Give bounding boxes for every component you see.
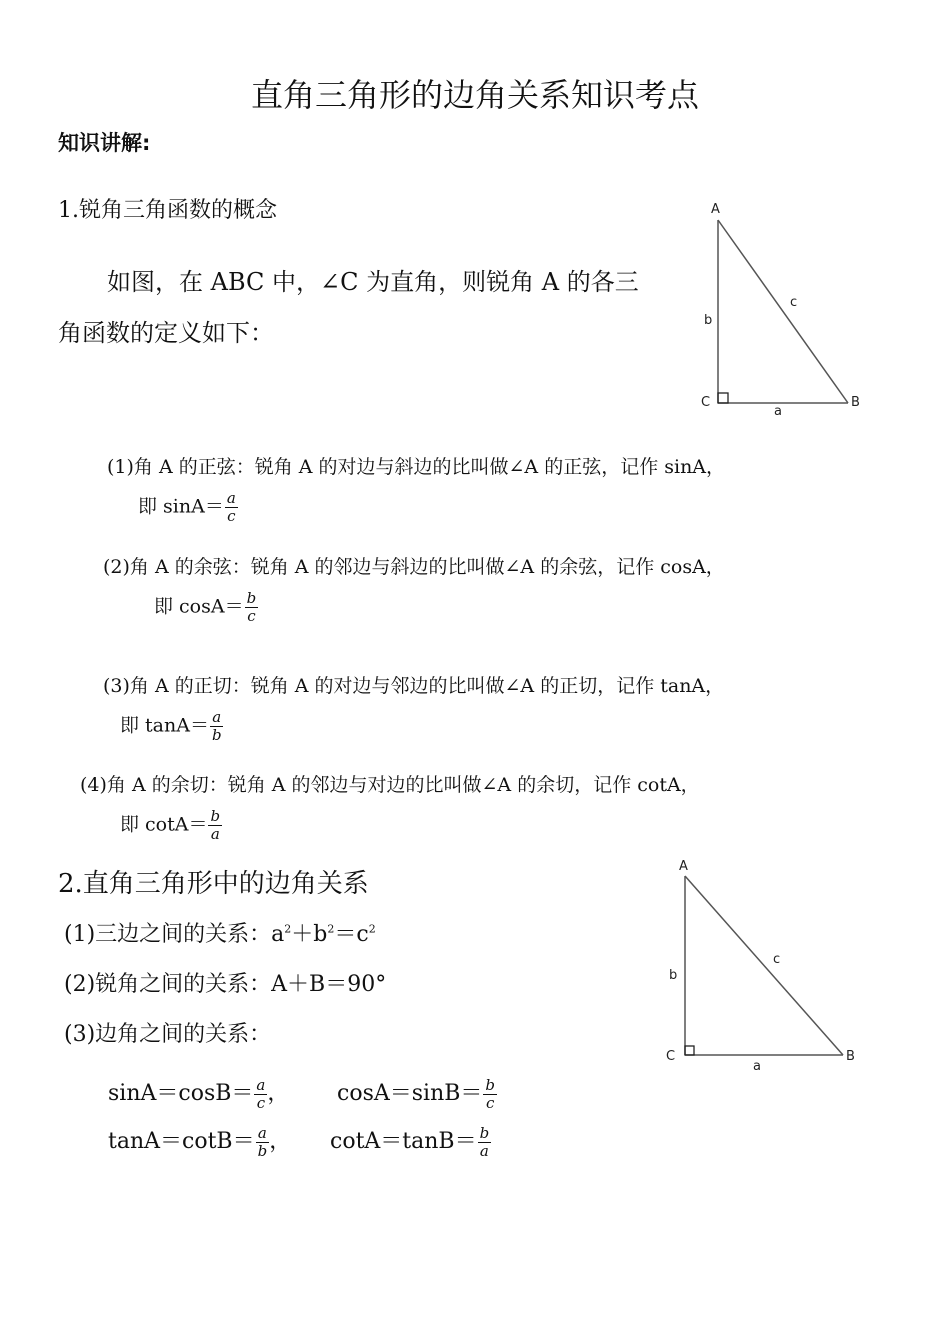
side-label-c: c — [790, 295, 798, 310]
side-label-c: c — [773, 952, 781, 967]
side-label-a: a — [753, 1059, 761, 1074]
intro-line-1: 如图，在 ABC 中，∠C 为直角，则锐角 A 的各三 — [107, 268, 639, 296]
triangle-side-c — [685, 876, 843, 1055]
formula-cotangent: 即 cotA＝ $\frac{b}{a}$ — [120, 807, 221, 843]
relation-sides: (1)三边之间的关系：$a^2+b^2=c^2$ — [64, 922, 376, 947]
section-label: 知识讲解: — [58, 131, 151, 155]
side-label-a: a — [774, 404, 782, 419]
formula-cos-sin: cosA＝sinB＝ $\frac{b}{c}$ — [337, 1075, 496, 1112]
formula-sine: 即 sinA＝ $\frac{a}{c}$ — [138, 489, 236, 525]
right-angle-mark — [685, 1046, 694, 1055]
formula-tangent: 即 tanA＝ $\frac{a}{b}$ — [120, 708, 222, 744]
side-label-b: b — [669, 968, 678, 983]
right-angle-mark — [718, 393, 728, 403]
formula-tan-cot: tanA＝cotB＝ $\frac{a}{b}$ ， — [108, 1123, 292, 1160]
formula-cot-tan: cotA＝tanB＝ $\frac{b}{a}$ — [330, 1123, 490, 1160]
intro-line-2: 角函数的定义如下： — [58, 319, 274, 347]
definition-sine: (1)角 A 的正弦：锐角 A 的对边与斜边的比叫做∠A 的正弦，记作 sinA， — [107, 456, 726, 478]
vertex-label-b: B — [851, 395, 860, 410]
relation-angles: (2)锐角之间的关系：A＋B＝90° — [64, 972, 387, 997]
triangle-figure-2 — [655, 852, 870, 1077]
vertex-label-a: A — [679, 859, 688, 874]
vertex-label-c: C — [701, 395, 711, 410]
page-title: 直角三角形的边角关系知识考点 — [250, 76, 699, 114]
section2-heading: 2.直角三角形中的边角关系 — [58, 869, 369, 899]
relation-side-angle: (3)边角之间的关系： — [64, 1022, 272, 1047]
triangle-figure-1 — [690, 195, 875, 420]
formula-sin-cos: sinA＝cosB＝ $\frac{a}{c}$ ， — [108, 1075, 290, 1112]
section1-heading: 1.锐角三角函数的概念 — [58, 198, 277, 223]
vertex-label-c: C — [666, 1049, 676, 1064]
definition-cosine: (2)角 A 的余弦：锐角 A 的邻边与斜边的比叫做∠A 的余弦，记作 cosA， — [103, 556, 725, 578]
definition-tangent: (3)角 A 的正切：锐角 A 的对边与邻边的比叫做∠A 的正切，记作 tanA， — [103, 675, 725, 697]
vertex-label-a: A — [711, 202, 720, 217]
definition-cotangent: (4)角 A 的余切：锐角 A 的邻边与对边的比叫做∠A 的余切，记作 cotA， — [80, 774, 700, 796]
formula-cosine: 即 cosA＝ $\frac{b}{c}$ — [154, 589, 257, 625]
side-label-b: b — [704, 313, 713, 328]
vertex-label-b: B — [846, 1049, 855, 1064]
triangle-side-c — [718, 220, 848, 403]
